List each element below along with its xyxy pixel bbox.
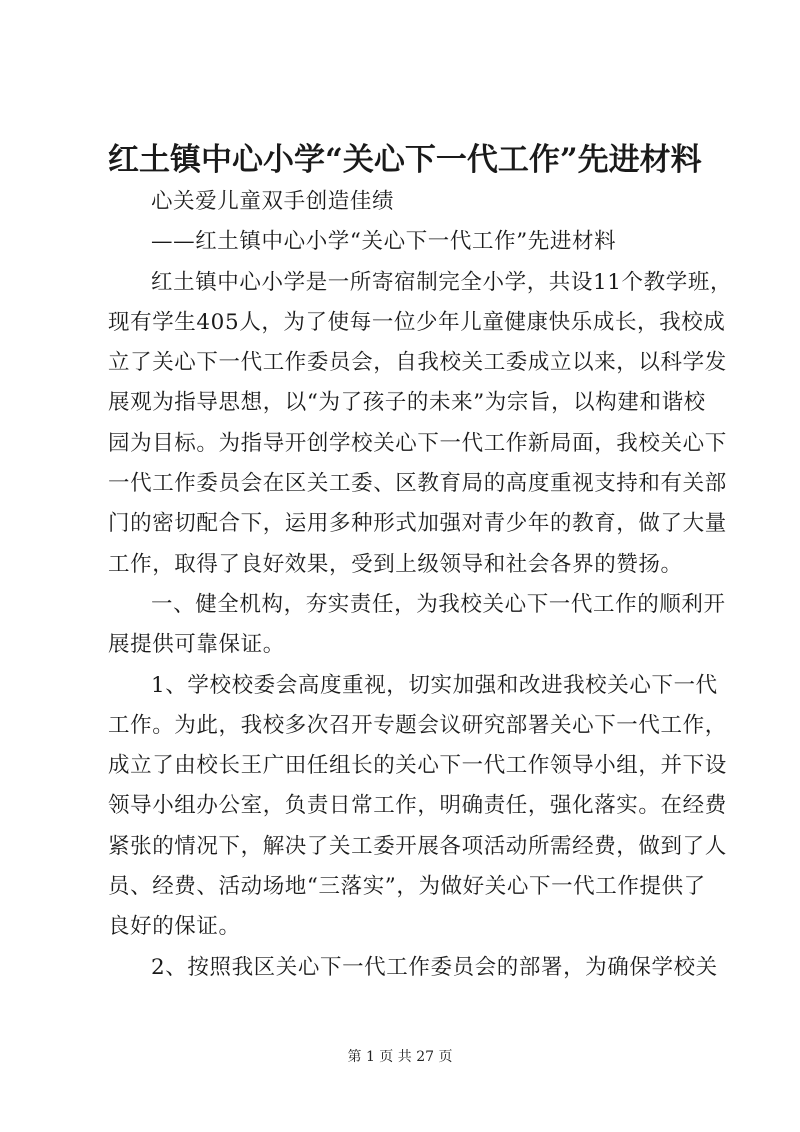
body-line: 展观为指导思想，以“为了孩子的未来”为宗旨，以构建和谐校: [108, 390, 706, 416]
body-line: 立了关心下一代工作委员会，自我校关工委成立以来，以科学发: [108, 350, 727, 376]
body-line: 员、经费、活动场地“三落实”，为做好关心下一代工作提供了: [108, 874, 706, 900]
body-line: 一代工作委员会在区关工委、区教育局的高度重视支持和有关部: [108, 471, 727, 497]
body-line: 2、按照我区关心下一代工作委员会的部署，为确保学校关: [151, 954, 718, 980]
body-line: 工作。为此，我校多次召开专题会议研究部署关心下一代工作，: [108, 712, 727, 738]
body-line: 现有学生405人，为了使每一位少年儿童健康快乐成长，我校成: [108, 309, 726, 335]
body-line: 门的密切配合下，运用多种形式加强对青少年的教育，做了大量: [108, 511, 727, 537]
body-line: 红土镇中心小学是一所寄宿制完全小学，共设11个教学班，: [151, 269, 733, 295]
body-line: 1、学校校委会高度重视，切实加强和改进我校关心下一代: [151, 672, 718, 698]
body-line: ——红土镇中心小学“关心下一代工作”先进材料: [151, 229, 617, 255]
body-line: 一、健全机构，夯实责任，为我校关心下一代工作的顺利开: [151, 591, 726, 617]
body-line: 园为目标。为指导开创学校关心下一代工作新局面，我校关心下: [108, 430, 727, 456]
body-line: 工作，取得了良好效果，受到上级领导和社会各界的赞扬。: [108, 551, 683, 577]
body-line: 展提供可靠保证。: [108, 632, 285, 658]
body-line: 心关爱儿童双手创造佳绩: [151, 189, 395, 214]
page-footer: 第 1 页 共 27 页: [347, 1049, 453, 1065]
body-line: 成立了由校长王广田任组长的关心下一代工作领导小组，并下设: [108, 753, 727, 779]
body-line: 领导小组办公室，负责日常工作，明确责任，强化落实。在经费: [108, 793, 727, 819]
document-title: 红土镇中心小学“关心下一代工作”先进材料: [108, 142, 702, 178]
body-line: 紧张的情况下，解决了关工委开展各项活动所需经费，做到了人: [108, 833, 727, 859]
document-body: [108, 182, 733, 988]
body-line: 良好的保证。: [108, 914, 241, 940]
